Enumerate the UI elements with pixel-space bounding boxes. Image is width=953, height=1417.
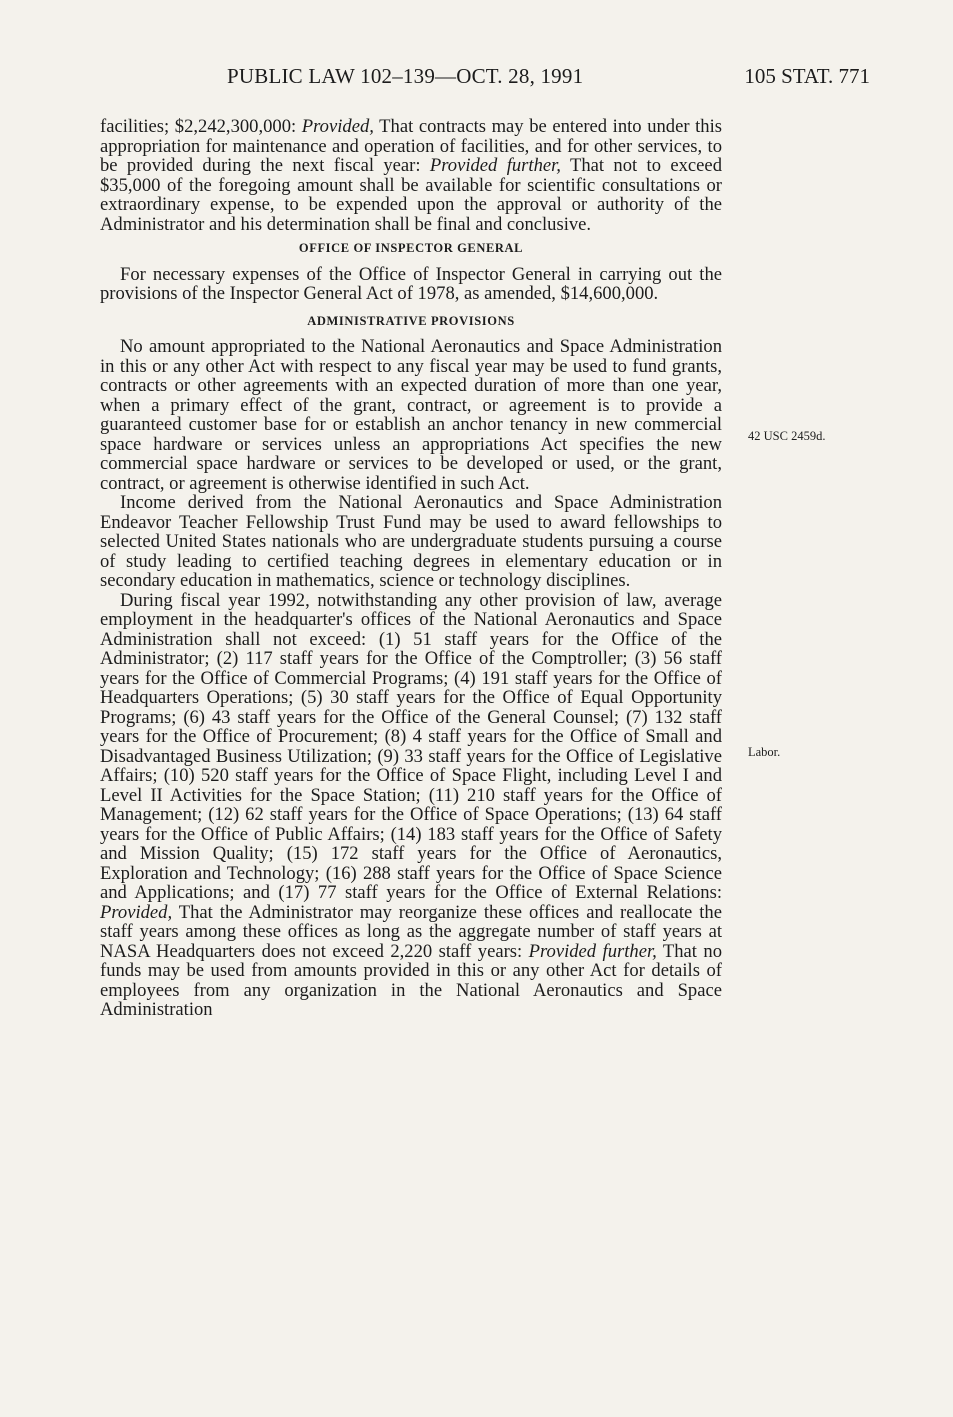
paragraph-facilities: facilities; $2,242,300,000: Provided, That contracts may be entered into under this appropriation for maintenance and operation of facilities, and for other services, to be provided during the next fiscal year: Provided further, That not to exceed $35,000 of the foregoing amount shall be available for scientific consultations or extraordinary expense, to be expended upon the approval or authority of the Administrator and his determination shall be final and conclusive.: [100, 116, 723, 235]
paragraph-endeavor-fellowship: Income derived from the National Aeronautics and Space Administration Endeavor Teacher Fellowship Trust Fund may be used to award fellowships to selected United States nationals who are undergraduate students pursuing a course of study leading to certified teaching degrees in elementary education or in secondary education in mathematics, science or technology disciplines.: [100, 492, 722, 591]
body-text: [100, 117, 722, 1020]
header-title: PUBLIC LAW 102–139—OCT. 28, 1991: [227, 64, 584, 88]
paragraph-inspector-general: For necessary expenses of the Office of Inspector General in carrying out the provisions of the Inspector General Act of 1978, as amended, $14,600,000.: [100, 263, 722, 304]
paragraph-anchor-tenancy: No amount appropriated to the National Aeronautics and Space Administration in this or any other Act with respect to any fiscal year may be used to fund grants, contracts or other agreements with an expected duration of more than one year, when a primary effect of the grant, contract, or agreement is to provide a guaranteed customer base for or establish an anchor tenancy in new commercial space hardware or services unless an appropriations Act specifies the new commercial space hardware or services to be developed or used, or the grant, contract, or agreement is otherwise identified in such Act.: [100, 336, 722, 494]
margin-note-labor: Labor.: [748, 745, 781, 759]
paragraph-staff-years: During fiscal year 1992, notwithstanding any other provision of law, average employment in the headquarter's offices of the National Aeronautics and Space Administration shall not exceed: (1) 51 staff years for the Office of the Administrator; (2) 117 staff years for the Office of the Comptroller; (3) 56 staff years for the Office of Commercial Programs; (4) 191 staff years for the Office of Headquarters Operations; (5) 30 staff years for the Office of Equal Opportunity Programs; (6) 43 staff years for the Office of the General Counsel; (7) 132 staff years for the Office of Procurement; (8) 4 staff years for the Office of Small and Disadvantaged Business Utilization; (9) 33 staff years for the Office of Legislative Affairs; (10) 520 staff years for the Office of Space Flight, including Level I and Level II Activities for the Space Station; (11) 210 staff years for the Office of Management; (12) 62 staff years for the Office of Space Operations; (13) 64 staff years for the Office of Public Affairs; (14) 183 staff years for the Office of Safety and Mission Quality; (15) 172 staff years for the Office of Aeronautics, Exploration and Technology; (16) 288 staff years for the Office of Space Science and Applications; and (17) 77 staff years for the Office of External Relations: Provided, That the Administrator may reorganize these offices and reallocate the staff years among these offices as long as the aggregate number of staff years at NASA Headquarters does not exceed 2,220 staff years: Provided further, That no funds may be used from amounts provided in this or any other Act for details of employees from any organization in the National Aeronautics and Space Administration: [100, 589, 722, 1020]
page-header: [100, 64, 870, 94]
margin-note-usc: 42 USC 2459d.: [748, 429, 826, 443]
heading-administrative-provisions: ADMINISTRATIVE PROVISIONS: [307, 313, 515, 328]
header-stat-number: 105 STAT. 771: [744, 64, 870, 88]
heading-inspector-general: OFFICE OF INSPECTOR GENERAL: [298, 241, 524, 255]
